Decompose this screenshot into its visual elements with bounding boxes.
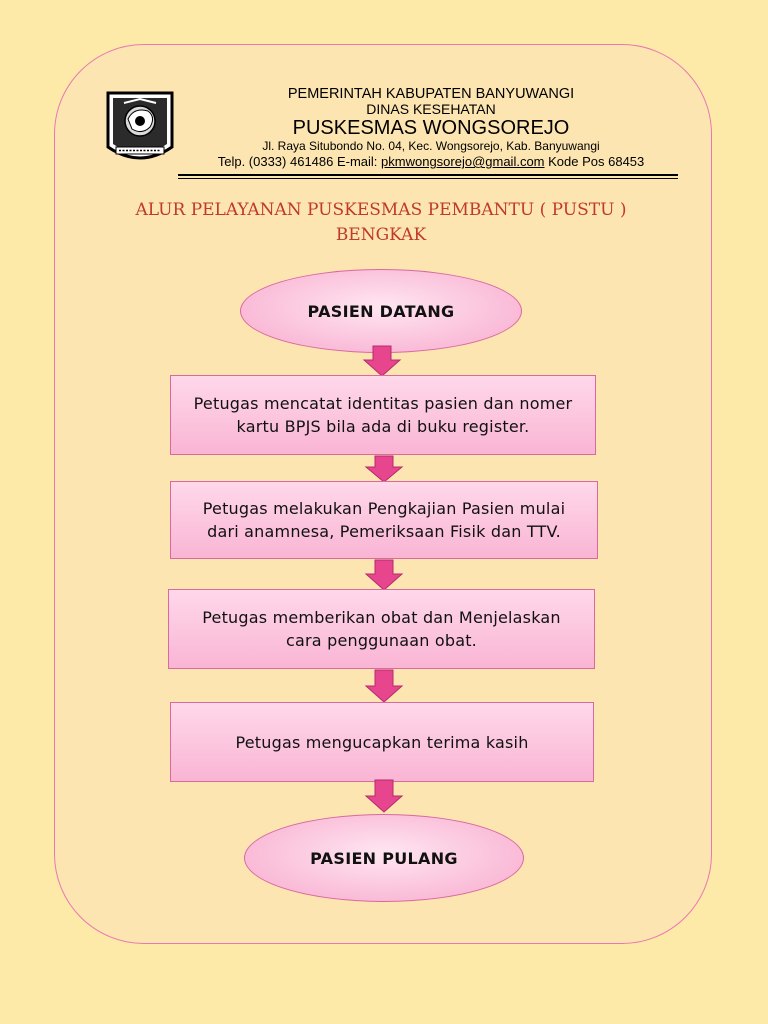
- start-node: PASIEN DATANG: [240, 269, 522, 353]
- banyuwangi-crest-icon: [104, 89, 176, 169]
- step-2-box: Petugas melakukan Pengkajian Pasien mulai dari anamnesa, Pemeriksaan Fisik dan TTV.: [170, 481, 598, 559]
- header-postcode: Kode Pos 68453: [544, 154, 645, 169]
- header-address: Jl. Raya Situbondo No. 04, Kec. Wongsorejo, Kab. Banyuwangi: [262, 139, 600, 153]
- arrow-down-icon: [364, 669, 404, 703]
- header-rule-thin: [178, 178, 678, 179]
- header-puskesmas-name: PUSKESMAS WONGSOREJO: [292, 117, 570, 139]
- title-line-2: BENGKAK: [335, 225, 427, 245]
- header-rule-thick: [178, 174, 678, 176]
- title-line-1: ALUR PELAYANAN PUSKESMAS PEMBANTU ( PUSTU ): [135, 200, 627, 220]
- arrow-down-icon: [364, 455, 404, 483]
- header-email-link[interactable]: pkmwongsorejo@gmail.com: [381, 154, 545, 169]
- arrow-down-icon: [364, 559, 404, 591]
- step-1-box: Petugas mencatat identitas pasien dan nomer kartu BPJS bila ada di buku register.: [170, 375, 596, 455]
- arrow-down-icon: [364, 779, 404, 813]
- header-contact: [184, 154, 678, 169]
- header-government: PEMERINTAH KABUPATEN BANYUWANGI: [287, 86, 575, 102]
- header-department: DINAS KESEHATAN: [366, 101, 496, 117]
- step-4-box: Petugas mengucapkan terima kasih: [170, 702, 594, 782]
- arrow-down-icon: [362, 345, 402, 377]
- diagram-title: [70, 198, 692, 248]
- end-node: PASIEN PULANG: [244, 814, 524, 902]
- header-phone: Telp. (0333) 461486 E-mail:: [217, 154, 382, 169]
- step-3-box: Petugas memberikan obat dan Menjelaskan cara penggunaan obat.: [168, 589, 595, 669]
- letterhead: [104, 86, 678, 178]
